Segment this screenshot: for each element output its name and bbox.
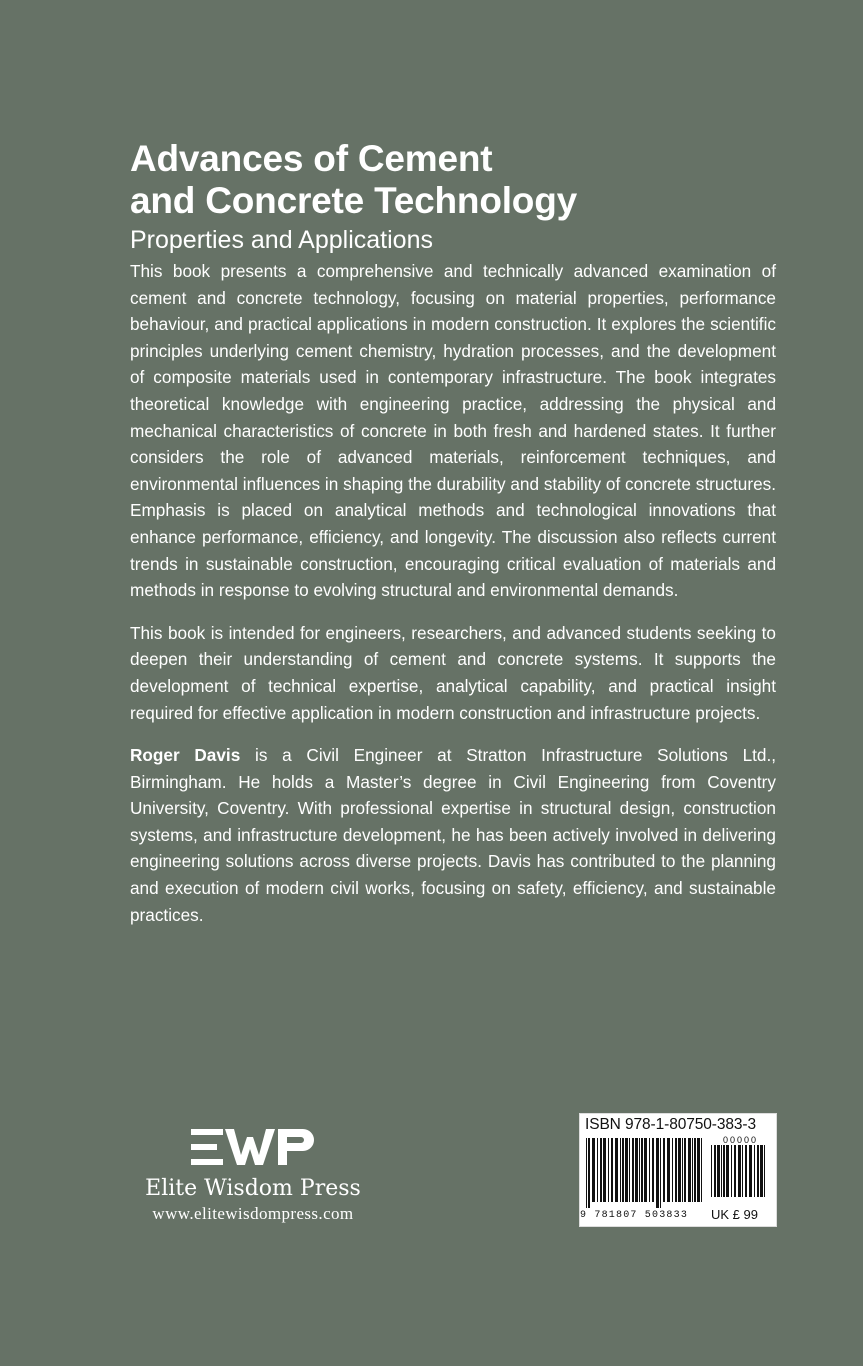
author-name: Roger Davis — [130, 745, 241, 766]
barcode-bar — [717, 1145, 720, 1197]
description-paragraph-1: This book presents a comprehensive and technically advanced examination of cement and concrete technology, focusing on material properties, performance behaviour, and practical applications in modern construction. It explores the scientific principles underlying cement chemistry, hydration processes, and the development of composite materials used in contemporary infrastructure. The book integrates theoretical knowledge with engineering practice, addressing the physical and mechanical characteristics of concrete in both fresh and hardened states. It further considers the role of advanced materials, reinforcement techniques, and environmental influences in shaping the durability and stability of concrete structures. Emphasis is placed on analytical methods and technological innovations that enhance performance, efficiency, and longevity. The discussion also reflects current trends in sustainable construction, encouraging critical evaluation of materials and methods in response to evolving structural and environmental demands. — [130, 261, 776, 601]
barcode-bar — [692, 1138, 693, 1202]
book-subtitle: Properties and Applications — [130, 226, 433, 254]
barcode-main-bars — [586, 1138, 706, 1208]
barcode-bar — [625, 1138, 628, 1202]
barcode-bar — [726, 1145, 729, 1197]
barcode-bar — [667, 1138, 670, 1202]
isbn-label: ISBN 978-1-80750-383-3 — [585, 1116, 756, 1133]
barcode-bar — [675, 1138, 677, 1202]
barcode-bar — [684, 1138, 686, 1202]
title-line-2: and Concrete Technology — [130, 180, 577, 221]
barcode-ean-digits: 9 781807 503833 — [580, 1210, 689, 1221]
barcode-bar — [615, 1138, 618, 1202]
barcode-bar — [731, 1145, 732, 1197]
author-bio-text: is a Civil Engineer at Stratton Infrastructure Solutions Ltd., Birmingham. He holds a Master’s degree in Civil Engineering from Coventry University, Coventry. With professional expertise in structural design, construction systems, and infrastructure development, he has been actively involved in delivering engineering solutions across diverse projects. Davis has contributed to the planning and execution of modern civil works, focusing on safety, efficiency, and sustainable practices. — [130, 745, 777, 925]
barcode-bar — [678, 1138, 681, 1202]
barcode-bar — [701, 1138, 702, 1202]
barcode-bar — [641, 1138, 643, 1202]
barcode-bar — [757, 1145, 759, 1197]
barcode-bar — [649, 1138, 650, 1202]
barcode-bar — [603, 1138, 606, 1202]
barcode-bar — [611, 1138, 613, 1202]
barcode-bar — [660, 1138, 661, 1208]
book-title — [130, 138, 776, 222]
barcode-bar — [721, 1145, 722, 1197]
barcode-bar — [597, 1138, 598, 1202]
publisher-url: www.elitewisdompress.com — [152, 1204, 354, 1223]
barcode-bar — [742, 1145, 743, 1197]
barcode-bar — [644, 1138, 647, 1202]
barcode-bar — [663, 1138, 665, 1202]
barcode-bar — [592, 1138, 595, 1202]
barcode-bar — [754, 1145, 755, 1197]
barcode-bar — [608, 1138, 609, 1202]
barcode-bar — [694, 1138, 696, 1202]
barcode-bar — [656, 1138, 659, 1208]
barcode-bar — [688, 1138, 691, 1202]
barcode-addon-digits: 00000 — [723, 1135, 759, 1145]
publisher-block — [128, 1125, 378, 1225]
publisher-logo — [189, 1125, 317, 1169]
author-bio — [130, 742, 776, 928]
barcode-bar — [622, 1138, 624, 1202]
barcode-bar — [600, 1138, 602, 1202]
barcode-bar — [711, 1145, 712, 1197]
barcode-bar — [745, 1145, 747, 1197]
barcode-bar — [588, 1138, 590, 1208]
barcode-bar — [749, 1145, 752, 1197]
barcode-bar — [738, 1145, 741, 1197]
publisher-name: Elite Wisdom Press — [145, 1176, 361, 1201]
back-cover-text — [130, 138, 776, 944]
barcode-addon-bars — [711, 1145, 767, 1205]
barcode-bar — [672, 1138, 673, 1202]
barcode-bar — [620, 1138, 621, 1202]
barcode-bar — [629, 1138, 630, 1202]
barcode-bar — [586, 1138, 587, 1208]
barcode-bar — [639, 1138, 640, 1202]
barcode-bar — [714, 1145, 716, 1197]
price-label: UK £ 99 — [711, 1207, 758, 1222]
barcode-bar — [635, 1138, 638, 1202]
barcode-bar — [652, 1138, 654, 1202]
barcode-bar — [723, 1145, 725, 1197]
description-paragraph-2: This book is intended for engineers, researchers, and advanced students seeking to deepen their understanding of cement and concrete systems. It supports the development of technical expertise, analytical capability, and practical insight required for effective application in modern construction and infrastructure projects. — [130, 622, 776, 723]
barcode-bar — [760, 1145, 763, 1197]
barcode-bar — [764, 1145, 765, 1197]
title-line-1: Advances of Cement — [130, 138, 493, 179]
barcode-bar — [734, 1145, 736, 1197]
barcode-bar — [682, 1138, 683, 1202]
isbn-barcode-box — [579, 1113, 777, 1227]
barcode-bar — [697, 1138, 700, 1202]
barcode-bar — [632, 1138, 634, 1202]
